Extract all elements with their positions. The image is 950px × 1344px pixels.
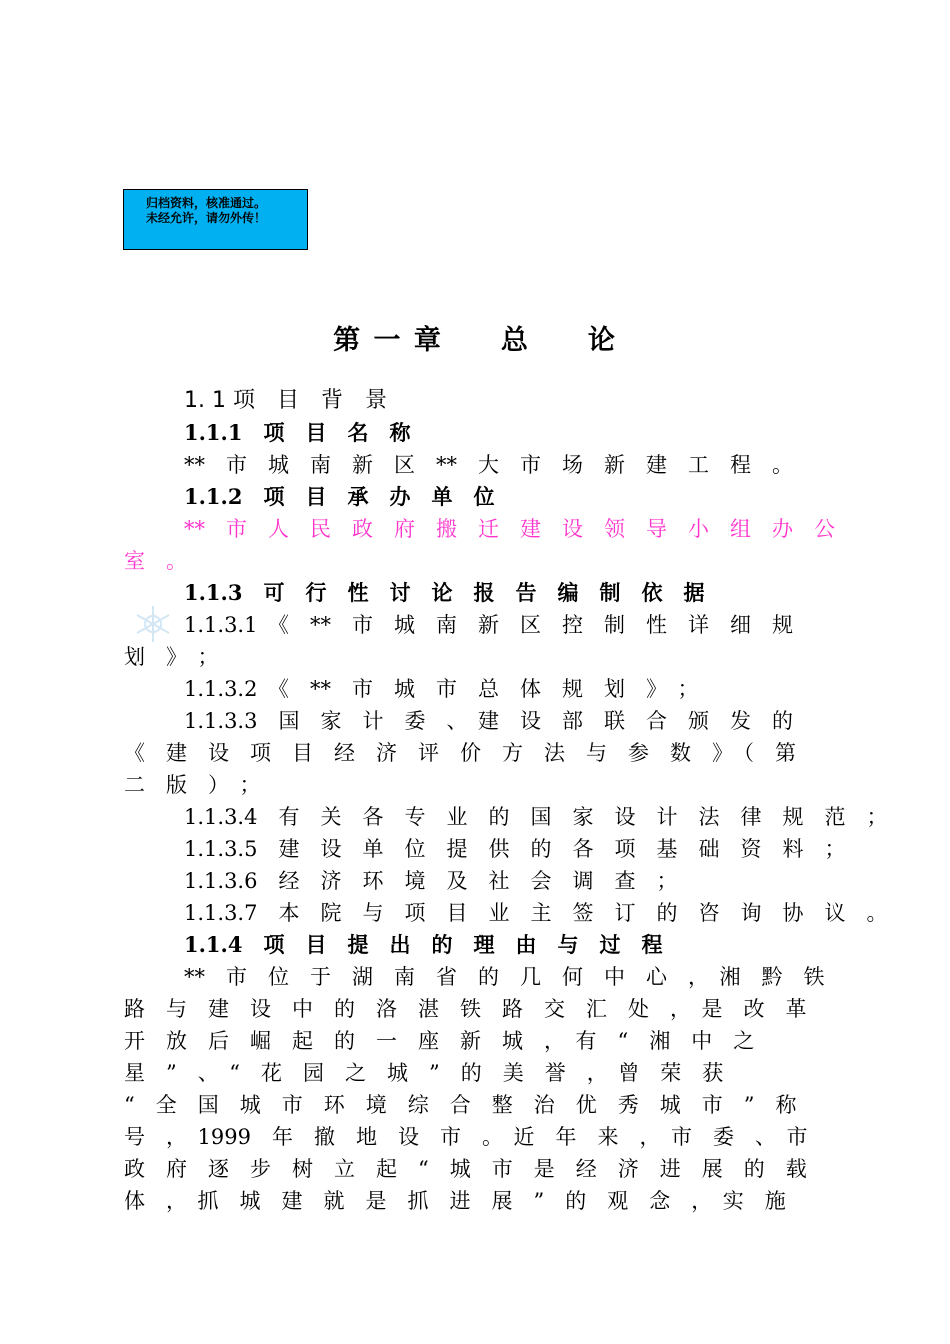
section-heading-1-1: 1. 1 项 目 背 景 — [184, 388, 387, 413]
paragraph-line: 政 府 逐 步 树 立 起 “ 城 市 是 经 济 进 展 的 载 — [124, 1157, 807, 1181]
snowflake-watermark-icon — [133, 604, 173, 644]
list-item: 1.1.3.1 《 ** 市 城 南 新 区 控 制 性 详 细 规 — [184, 613, 793, 637]
paragraph-line: 号 ， 1999 年 撤 地 设 市 。 近 年 来 ， 市 委 、 市 — [124, 1125, 808, 1149]
subsection-heading-1-1-2: 1.1.2 项 目 承 办 单 位 — [184, 484, 495, 509]
chapter-title: 第 一 章 总 论 — [333, 325, 617, 356]
list-item: 1.1.3.3 国 家 计 委 、 建 设 部 联 合 颁 发 的 — [184, 709, 793, 733]
list-item: 1.1.3.6 经 济 环 境 及 社 会 调 查 ； — [184, 869, 678, 893]
subsection-heading-1-1-4: 1.1.4 项 目 提 出 的 理 由 与 过 程 — [184, 932, 663, 957]
list-item-continuation: 划 》 ； — [124, 645, 219, 669]
stamp-line-2: 未经允许，请勿外传！ — [146, 211, 267, 225]
list-item: 1.1.3.7 本 院 与 项 目 业 主 签 订 的 咨 询 协 议 。 — [184, 901, 888, 925]
paragraph-line: ** 市 城 南 新 区 ** 大 市 场 新 建 工 程 。 — [184, 453, 793, 477]
highlighted-paragraph-line: ** 市 人 民 政 府 搬 迁 建 设 领 导 小 组 办 公 — [184, 517, 835, 541]
list-item: 1.1.3.2 《 ** 市 城 市 总 体 规 划 》 ； — [184, 677, 699, 701]
paragraph-line: “ 全 国 城 市 环 境 综 合 整 治 优 秀 城 市 ” 称 — [124, 1093, 797, 1117]
paragraph-line: ** 市 位 于 湖 南 省 的 几 何 中 心 ， 湘 黔 铁 — [184, 965, 825, 989]
list-item-continuation: 《 建 设 项 目 经 济 评 价 方 法 与 参 数 》 （ 第 — [124, 741, 796, 765]
paragraph-line: 路 与 建 设 中 的 洛 湛 铁 路 交 汇 处 ， 是 改 革 — [124, 997, 807, 1021]
paragraph-line: 体 ， 抓 城 建 就 是 抓 进 展 ” 的 观 念 ， 实 施 — [124, 1189, 786, 1213]
paragraph-line: 星 ” 、 “ 花 园 之 城 ” 的 美 誉 ， 曾 荣 获 — [124, 1061, 724, 1085]
stamp-line-1: 归档资料，核准通过。 — [146, 196, 267, 210]
highlighted-paragraph-line: 室 。 — [124, 549, 187, 573]
paragraph-line: 开 放 后 崛 起 的 一 座 新 城 ， 有 “ 湘 中 之 — [124, 1029, 755, 1053]
archive-stamp — [123, 189, 308, 250]
subsection-heading-1-1-1: 1.1.1 项 目 名 称 — [184, 420, 411, 445]
subsection-heading-1-1-3: 1.1.3 可 行 性 讨 论 报 告 编 制 依 据 — [184, 580, 705, 605]
list-item: 1.1.3.4 有 关 各 专 业 的 国 家 设 计 法 律 规 范 ； — [184, 805, 888, 829]
list-item-continuation: 二 版 ） ； — [124, 773, 261, 797]
list-item: 1.1.3.5 建 设 单 位 提 供 的 各 项 基 础 资 料 ； — [184, 837, 846, 861]
